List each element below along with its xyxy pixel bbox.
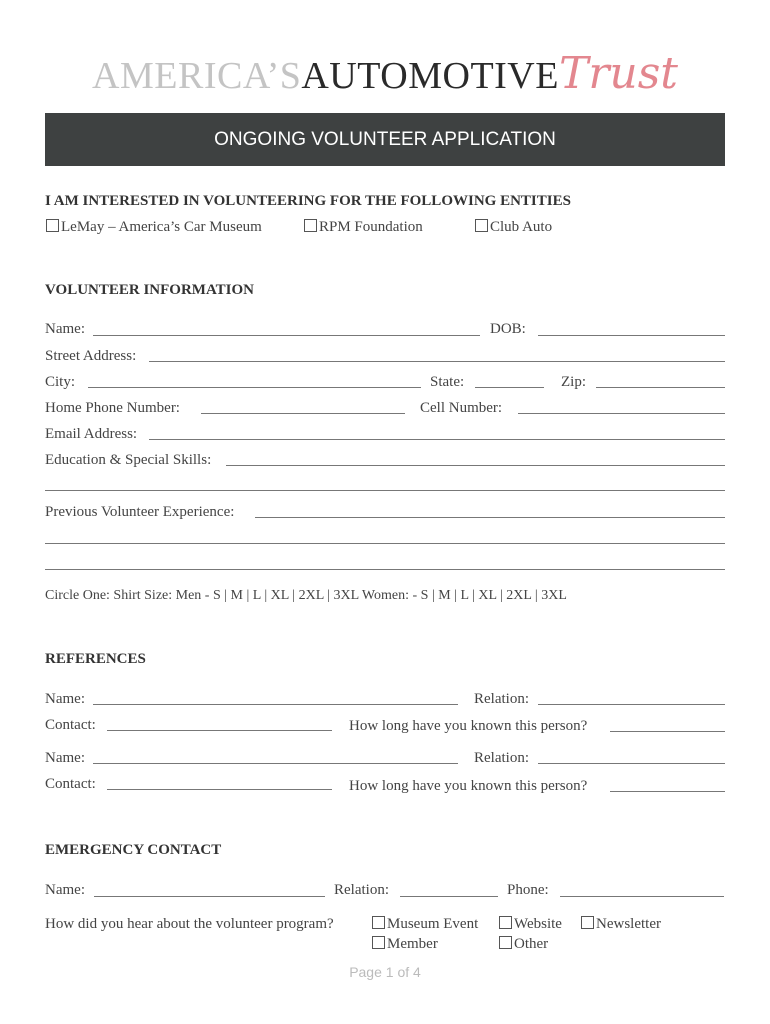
city-field[interactable] (88, 387, 421, 388)
street-label: Street Address: (45, 348, 137, 364)
checkbox-icon[interactable] (499, 916, 512, 929)
street-field[interactable] (149, 361, 725, 362)
logo-trust: Trust (558, 48, 678, 99)
ref1-contact-field[interactable] (107, 730, 332, 731)
dob-label: DOB: (490, 321, 526, 337)
state-label: State: (430, 374, 465, 390)
email-label: Email Address: (45, 426, 138, 442)
ref1-relation-field[interactable] (538, 704, 725, 705)
checkbox-icon[interactable] (372, 916, 385, 929)
skills-field-line-2[interactable] (45, 490, 725, 491)
home-phone-label: Home Phone Number: (45, 400, 180, 416)
checkbox-lemay[interactable]: LeMay – America’s Car Museum (46, 219, 262, 236)
checkbox-website[interactable]: Website (499, 916, 562, 933)
ref1-name-field[interactable] (93, 704, 458, 705)
cell-field[interactable] (518, 413, 725, 414)
logo-automotive: AUTOMOTIVE (301, 55, 559, 97)
ref2-contact-label: Contact: (45, 776, 96, 792)
page-title: ONGOING VOLUNTEER APPLICATION (45, 113, 725, 166)
checkbox-icon[interactable] (581, 916, 594, 929)
zip-field[interactable] (596, 387, 725, 388)
logo (0, 48, 770, 99)
ref2-relation-field[interactable] (538, 763, 725, 764)
ref2-name-label: Name: (45, 750, 85, 766)
name-label: Name: (45, 321, 85, 337)
ref2-how-long-label: How long have you known this person? (349, 778, 588, 794)
ref1-relation-label: Relation: (474, 691, 529, 707)
checkbox-newsletter[interactable]: Newsletter (581, 916, 661, 933)
checkbox-member[interactable]: Member (372, 936, 438, 953)
skills-field[interactable] (226, 465, 725, 466)
ref2-how-long-field[interactable] (610, 791, 725, 792)
emergency-relation-label: Relation: (334, 882, 389, 898)
dob-field[interactable] (538, 335, 725, 336)
emergency-phone-field[interactable] (560, 896, 724, 897)
checkbox-icon[interactable] (372, 936, 385, 949)
ref1-how-long-label: How long have you known this person? (349, 718, 588, 734)
skills-label: Education & Special Skills: (45, 452, 212, 468)
experience-field-line-2[interactable] (45, 543, 725, 544)
name-field[interactable] (93, 335, 480, 336)
volunteer-heading: VOLUNTEER INFORMATION (45, 282, 255, 298)
page-number: Page 1 of 4 (349, 964, 421, 980)
checkbox-icon[interactable] (475, 219, 488, 232)
shirt-size-options[interactable]: Circle One: Shirt Size: Men - S | M | L | XL | 2XL | 3XL Women: - S | M | L | XL | 2XL | 3XL (45, 588, 567, 603)
logo-americas: AMERICA’S (92, 55, 302, 97)
ref2-relation-label: Relation: (474, 750, 529, 766)
checkbox-other[interactable]: Other (499, 936, 548, 953)
emergency-name-field[interactable] (94, 896, 325, 897)
state-field[interactable] (475, 387, 544, 388)
emergency-name-label: Name: (45, 882, 85, 898)
home-phone-field[interactable] (201, 413, 405, 414)
hear-label: How did you hear about the volunteer program? (45, 916, 334, 932)
ref1-how-long-field[interactable] (610, 731, 725, 732)
checkbox-icon[interactable] (499, 936, 512, 949)
checkbox-club-auto[interactable]: Club Auto (475, 219, 552, 236)
checkbox-icon[interactable] (304, 219, 317, 232)
email-field[interactable] (149, 439, 725, 440)
emergency-heading: EMERGENCY CONTACT (45, 842, 222, 858)
ref2-name-field[interactable] (93, 763, 458, 764)
checkbox-icon[interactable] (46, 219, 59, 232)
experience-field-line-3[interactable] (45, 569, 725, 570)
zip-label: Zip: (561, 374, 586, 390)
ref1-name-label: Name: (45, 691, 85, 707)
emergency-phone-label: Phone: (507, 882, 549, 898)
cell-label: Cell Number: (420, 400, 503, 416)
checkbox-rpm[interactable]: RPM Foundation (304, 219, 423, 236)
ref1-contact-label: Contact: (45, 717, 96, 733)
emergency-relation-field[interactable] (400, 896, 498, 897)
ref2-contact-field[interactable] (107, 789, 332, 790)
references-heading: REFERENCES (45, 651, 146, 667)
city-label: City: (45, 374, 76, 390)
experience-label: Previous Volunteer Experience: (45, 504, 235, 520)
checkbox-museum-event[interactable]: Museum Event (372, 916, 478, 933)
experience-field[interactable] (255, 517, 725, 518)
interest-heading: I AM INTERESTED IN VOLUNTEERING FOR THE FOLLOWING ENTITIES (45, 193, 571, 209)
